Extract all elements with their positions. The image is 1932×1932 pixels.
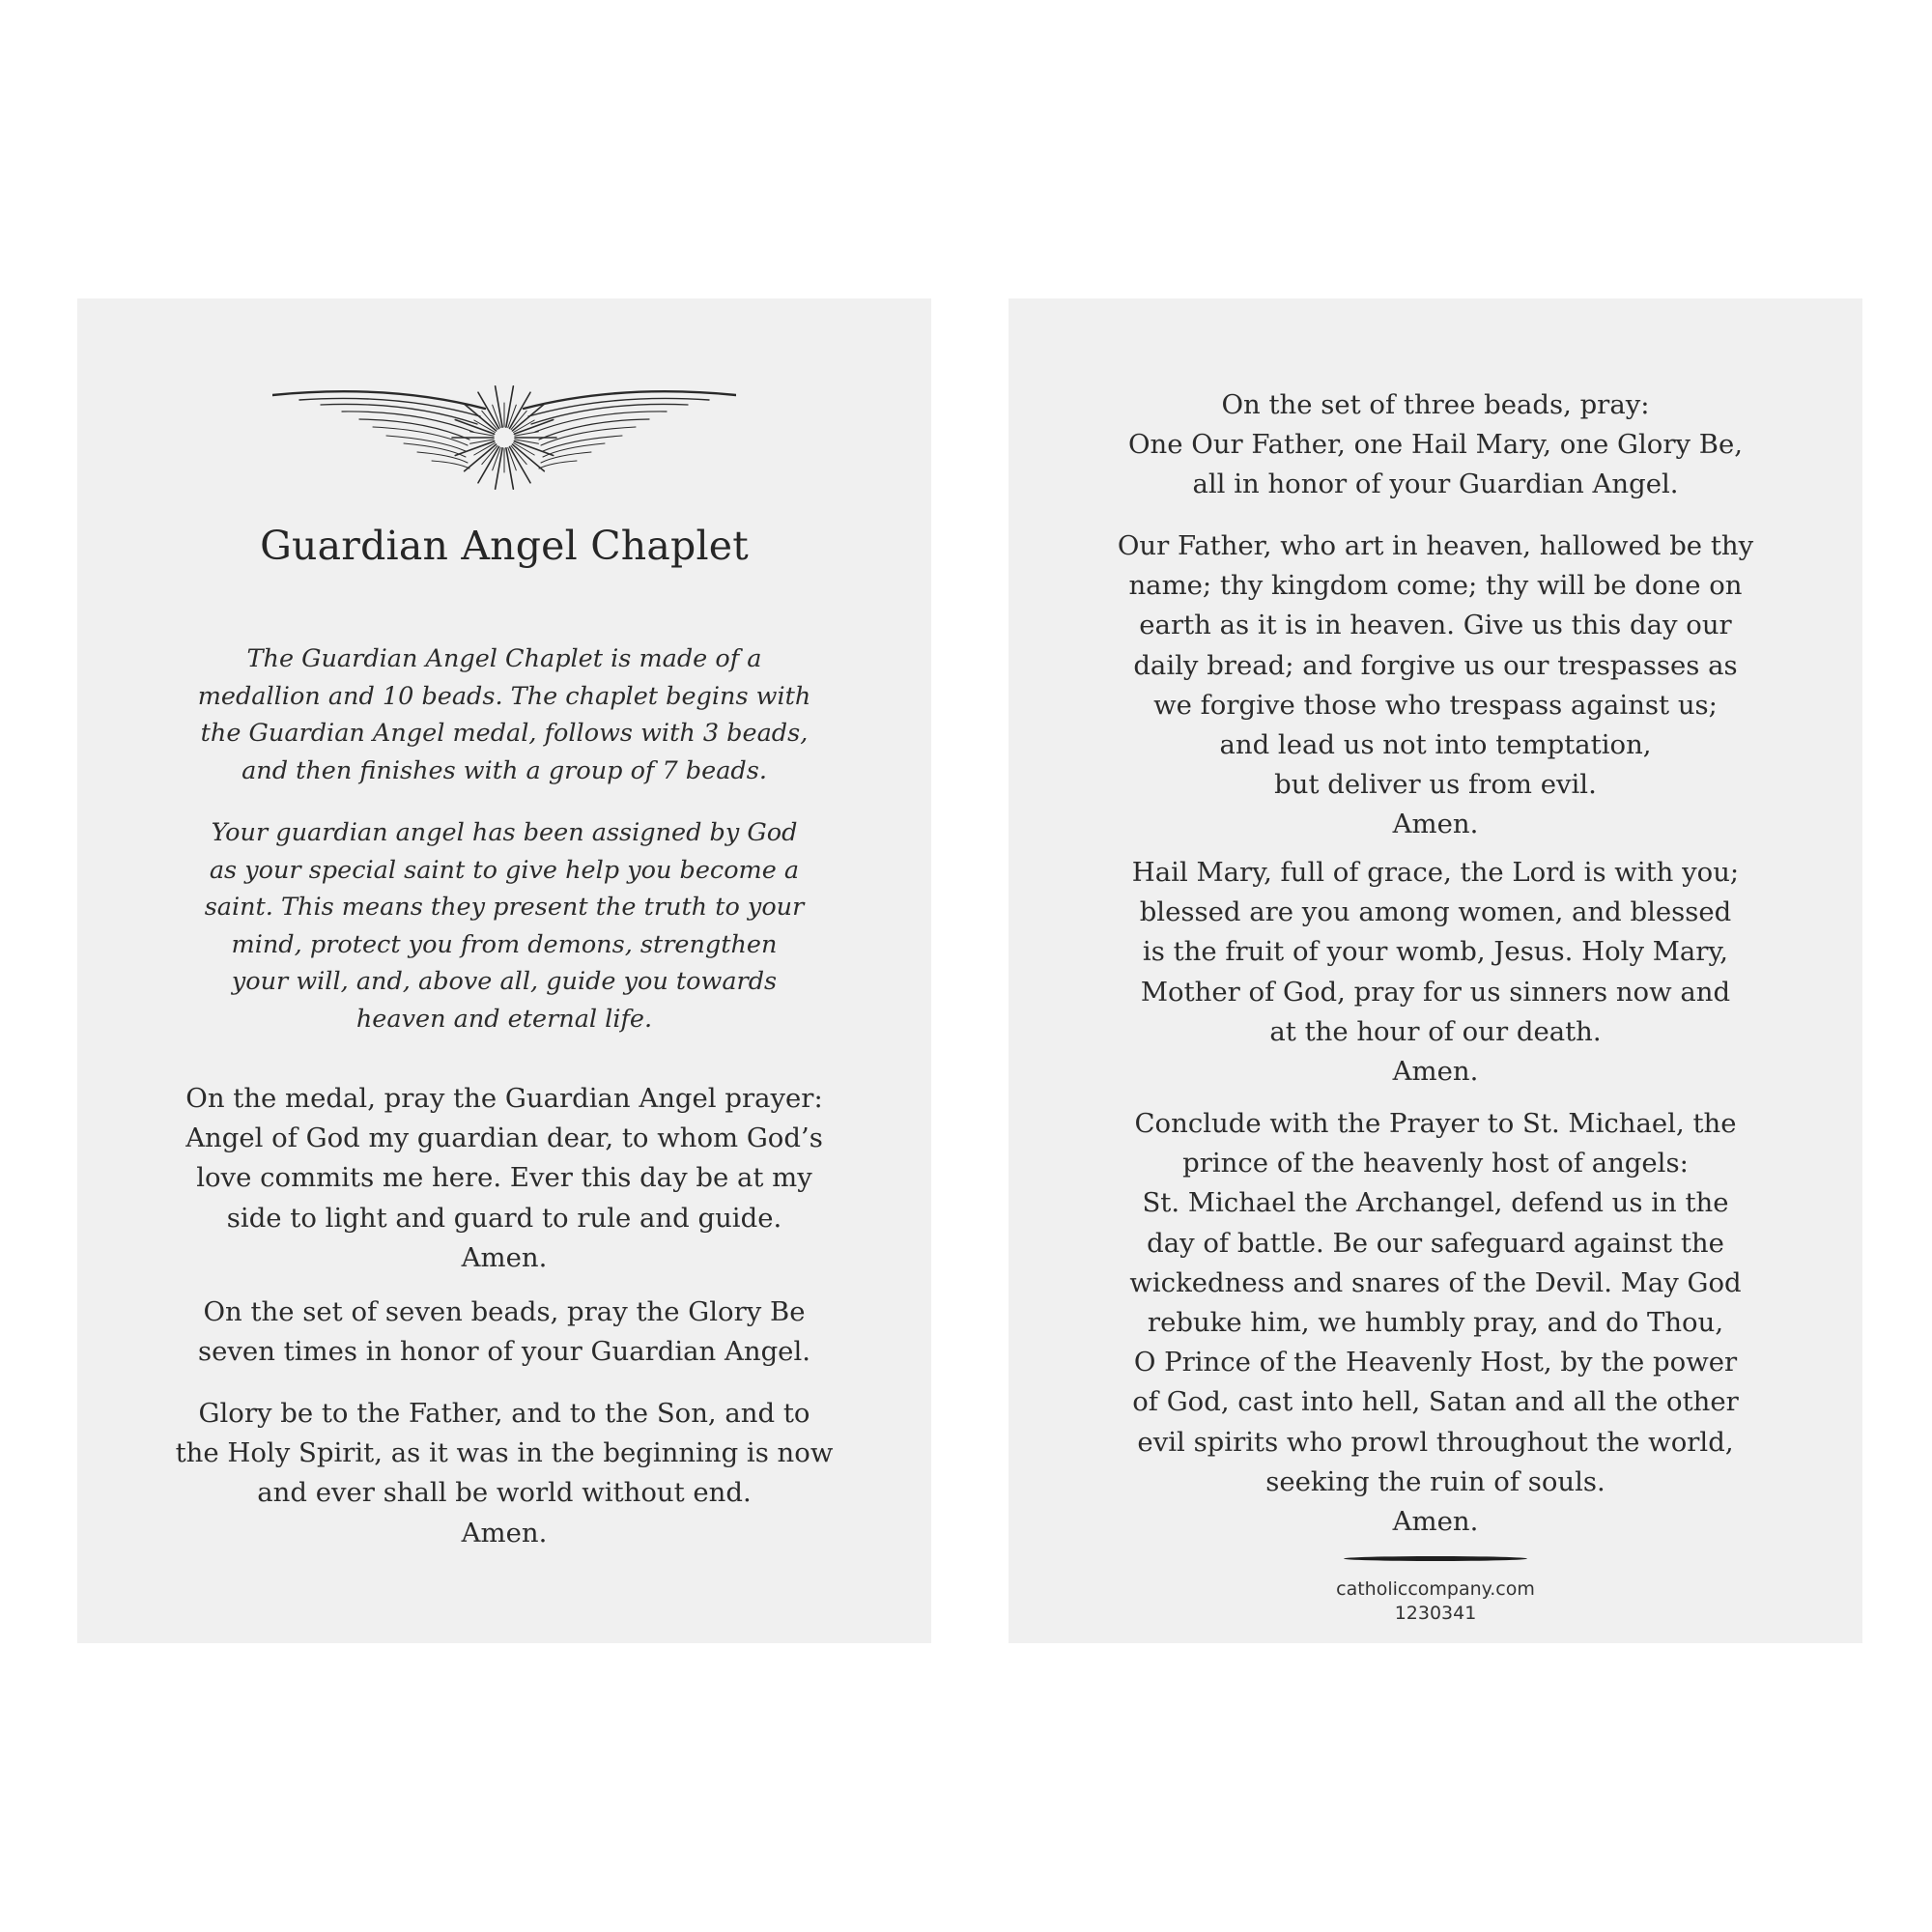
product-code: 1230341 <box>1394 1603 1477 1624</box>
winged-starburst-icon <box>272 385 736 511</box>
guardian-angel-description: Your guardian angel has been assigned by God as your special saint to give help you become a saint. This means they present the truth to your mind, protect you from demons, strengthen your will, and, above all, guide you towards heaven and eternal life. <box>204 818 805 1034</box>
medal-prayer-instruction: On the medal, pray the Guardian Angel prayer: Angel of God my guardian dear, to whom God’s love commits me here. Ever this day be at my side to light and guard to rule and guide. Amen. <box>185 1083 823 1273</box>
seven-beads-instruction: On the set of seven beads, pray the Glory Be seven times in honor of your Guardian Angel. <box>198 1296 810 1368</box>
our-father-prayer: Our Father, who art in heaven, hallowed be thy name; thy kingdom come; thy will be done on earth as it is in heaven. Give us this day our daily bread; and forgive us our trespasses as we forgive those who trespass against us; and lead us not into temptation, but deliver us from evil. Amen. <box>1117 530 1754 840</box>
brush-stroke-divider <box>1344 1556 1527 1561</box>
right-prayer-card <box>1009 298 1862 1643</box>
left-prayer-card <box>77 298 931 1643</box>
hail-mary-prayer: Hail Mary, full of grace, the Lord is with you; blessed are you among women, and blessed is the fruit of your womb, Jesus. Holy Mary, Mother of God, pray for us sinners now and at the hour of our death. Amen. <box>1131 857 1740 1088</box>
glory-be-prayer: Glory be to the Father, and to the Son, and to the Holy Spirit, as it was in the beginning is now and ever shall be world without end. Amen. <box>175 1398 834 1548</box>
st-michael-prayer: Conclude with the Prayer to St. Michael, the prince of the heavenly host of angels: St. Michael the Archangel, defend us in the day of battle. Be our safeguard against the wickedness and snares of the Devil. May God rebuke him, we humbly pray, and do Thou, O Prince of the Heavenly Host, by the power of God, cast into hell, Satan and all the other evil spirits who prowl throughout the world, seeking the ruin of souls. Amen. <box>1129 1108 1742 1538</box>
chaplet-description: The Guardian Angel Chaplet is made of a medallion and 10 beads. The chaplet begins with the Guardian Angel medal, follows with 3 beads, and then finishes with a group of 7 beads. <box>197 644 811 785</box>
three-beads-instruction: On the set of three beads, pray: One Our Father, one Hail Mary, one Glory Be, all in honor of your Guardian Angel. <box>1128 389 1743 500</box>
website-text: catholiccompany.com <box>1336 1578 1535 1600</box>
chaplet-title: Guardian Angel Chaplet <box>260 523 749 569</box>
